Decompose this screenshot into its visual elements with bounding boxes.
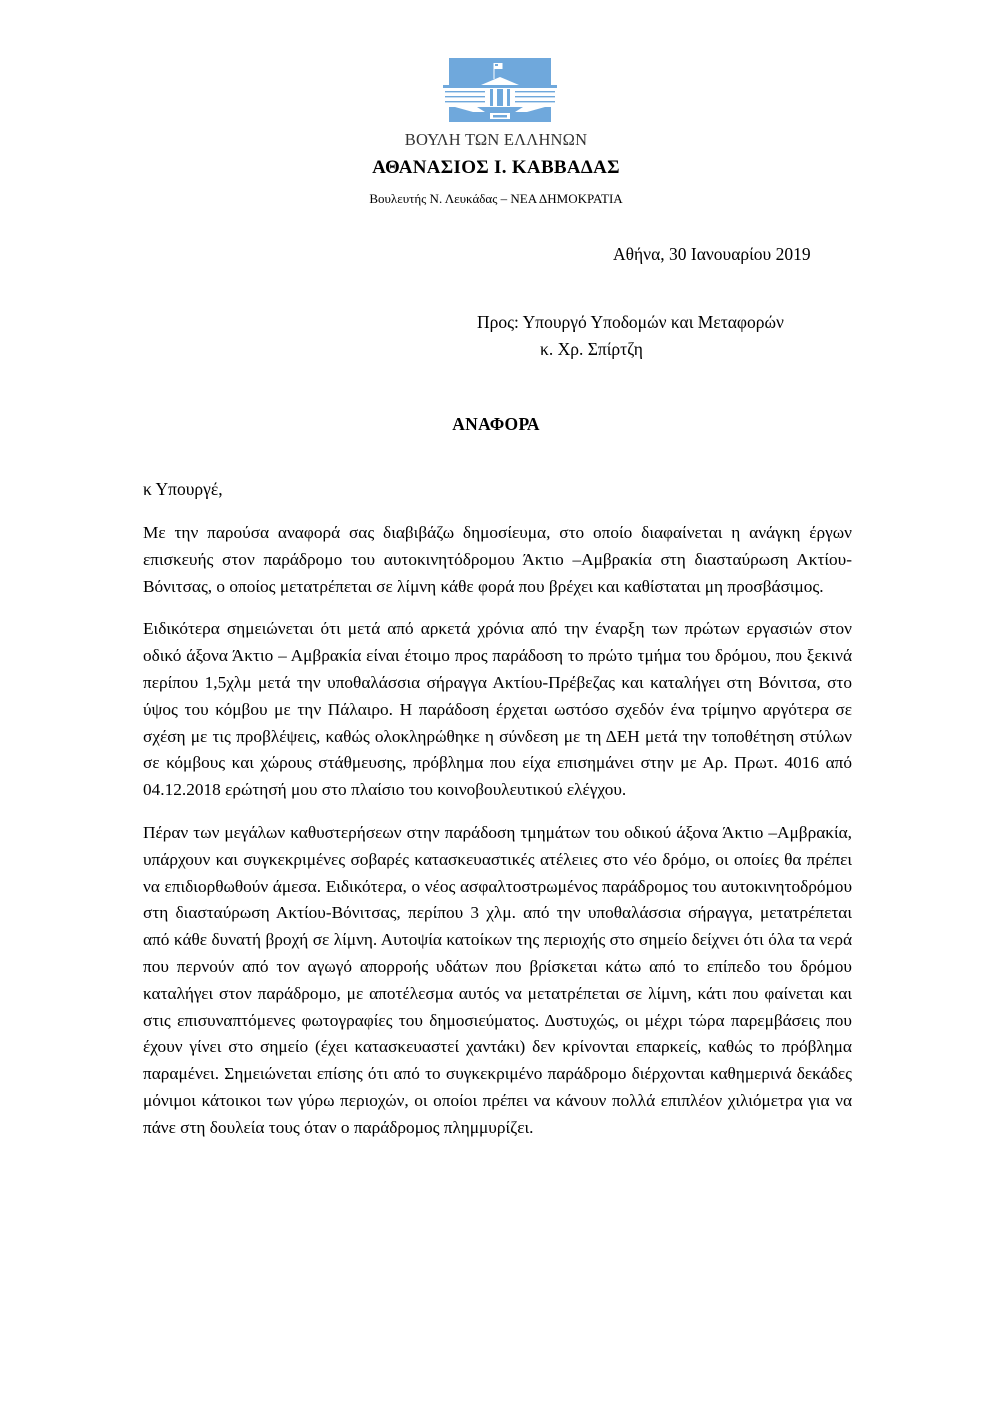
body-paragraph-3: Πέραν των μεγάλων καθυστερήσεων στην παράδοση τμημάτων του οδικού άξονα Άκτιο –Αμβρακία, υπάρχουν και συγκεκριμένες σοβαρές κατασκευαστικές ατέλειες στο νέο δρόμο, οι οποίες θα πρέπει να επιδιορθωθούν άμεσα. Ειδικότερα, ο νέος ασφαλτοστρωμένος παράδρομος του αυτοκινητοδρόμου στη διασταύρωση Ακτίου-Βόνιτσας, περίπου 3 χλμ. από την υποθαλάσσια σήραγγα, μετατρέπεται από κάθε δυνατή βροχή σε λίμνη. Αυτοψία κατοίκων της περιοχής στο σημείο δείχνει ότι όλα τα νερά που περνούν από τον αγωγό απορροής υδάτων που βρίσκεται κάτω από το επίπεδο του δρόμου καταλήγει στον παράδρομο, με αποτέλεσμα αυτός να μετατρέπεται σε λίμνη, κάτι που φαίνεται και στις επισυναπτόμενες φωτογραφίες του δημοσιεύματος. Δυστυχώς, οι μέχρι τώρα παρεμβάσεις που έχουν γίνει στο σημείο (έχει κατασκευαστεί χαντάκι) δεν κρίνονται επαρκείς, καθώς το πρόβλημα παραμένει. Σημειώνεται επίσης ότι από το συγκεκριμένο παράδρομο διέρχονται καθημερινά δεκάδες μόνιμοι κάτοικοι των γύρω περιοχών, οι οποίοι πρέπει να κάνουν πολλά επιπλέον χιλιόμετρα για να πάνε στη δουλεία τους όταν ο παράδρομος πλημμυρίζει. [143, 822, 852, 1137]
document-title: ΑΝΑΦΟΡΑ [452, 414, 540, 434]
recipient-line-2: κ. Χρ. Σπίρτζη [540, 339, 643, 359]
mp-name: ΑΘΑΝΑΣΙΟΣ Ι. ΚΑΒΒΑΔΑΣ [372, 157, 620, 178]
recipient-line-1: Προς: Υπουργό Υποδομών και Μεταφορών [477, 312, 784, 332]
body-paragraph-1: Με την παρούσα αναφορά σας διαβιβάζω δημοσίευμα, στο οποίο διαφαίνεται η ανάγκη έργων επισκευής στον παράδρομο του αυτοκινητόδρομου Άκτιο –Αμβρακία στη διασταύρωση Ακτίου-Βόνιτσας, ο οποίος μετατρέπεται σε λίμνη κάθε φορά που βρέχει και καθίσταται μη προσβάσιμος. [143, 523, 852, 596]
salutation: κ Υπουργέ, [143, 479, 223, 499]
mp-subtitle: Βουλευτής Ν. Λευκάδας – ΝΕΑ ΔΗΜΟΚΡΑΤΙΑ [369, 191, 623, 206]
letter-date: Αθήνα, 30 Ιανουαρίου 2019 [613, 244, 811, 264]
letter-body [143, 520, 852, 1158]
parliament-logo-icon [443, 58, 557, 122]
body-paragraph-2: Ειδικότερα σημειώνεται ότι μετά από αρκετά χρόνια από την έναρξη των πρώτων εργασιών στον οδικό άξονα Άκτιο – Αμβρακία είναι έτοιμο προς παράδοση το πρώτο τμήμα του δρόμου, που ξεκινά περίπου 1,5χλμ μετά την υποθαλάσσια σήραγγα Ακτίου-Πρέβεζας και καταλήγει στη Βόνιτσα, στο ύψος του κόμβου με την Πάλαιρο. Η παράδοση έρχεται ωστόσο σχεδόν ένα τρίμηνο αργότερα σε σχέση με τις προβλέψεις, καθώς ολοκληρώθηκε η σύνδεση με τη ΔΕΗ μετά την τοποθέτηση στύλων σε κόμβους και χώρους στάθμευσης, πρόβλημα που είχα επισημάνει στην με Αρ. Πρωτ. 4016 από 04.12.2018 ερώτησή μου στο πλαίσιο του κοινοβουλευτικού ελέγχου. [143, 619, 852, 800]
recipient-block [477, 309, 784, 363]
institution-name: ΒΟΥΛΗ ΤΩΝ ΕΛΛΗΝΩΝ [404, 130, 588, 149]
